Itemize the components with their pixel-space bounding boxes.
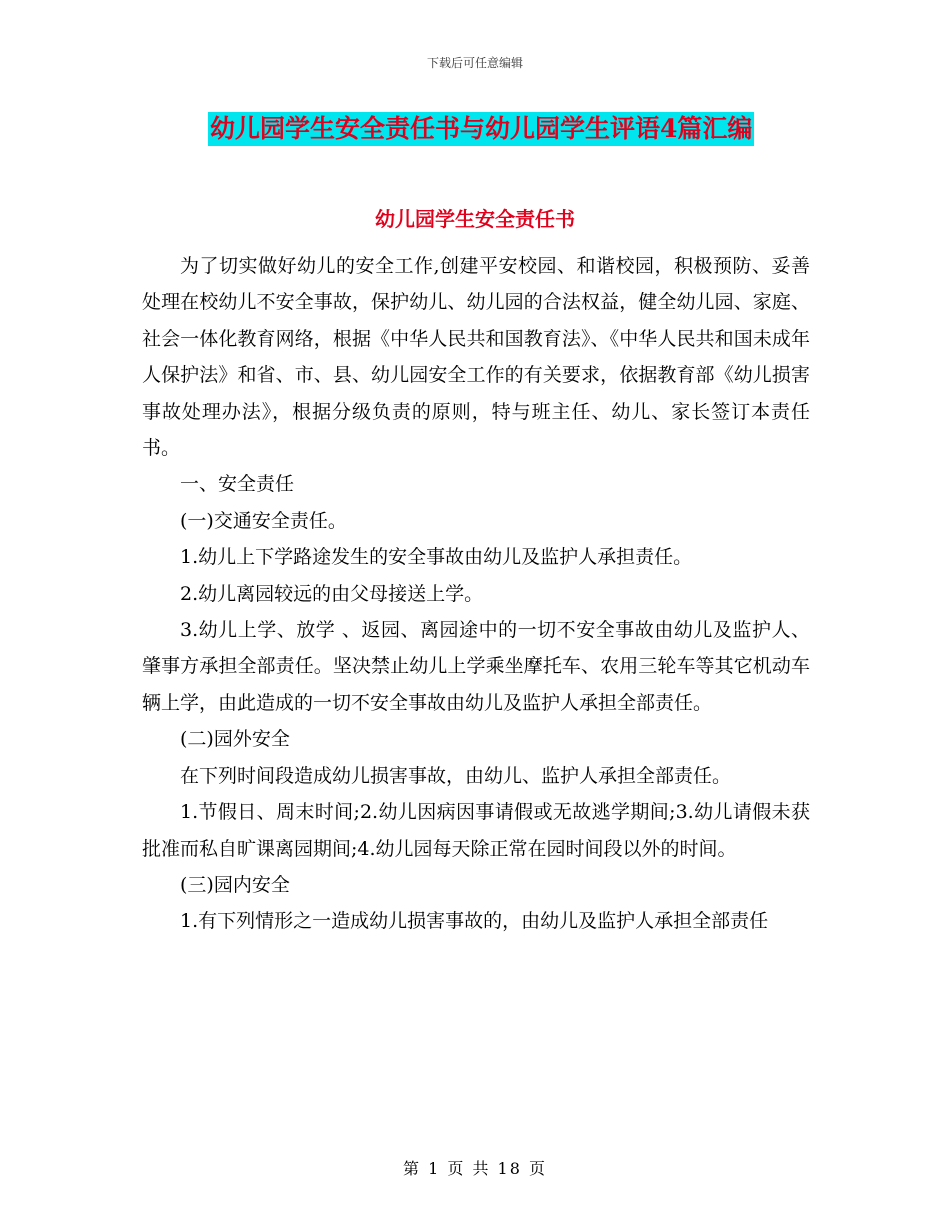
document-title: 幼儿园学生安全责任书与幼儿园学生评语4篇汇编 [208, 112, 754, 146]
section-title: 幼儿园学生安全责任书 [375, 207, 575, 231]
paragraph-traffic-1: 1.幼儿上下学路途发生的安全事故由幼儿及监护人承担责任。 [180, 546, 693, 569]
paragraph-outside-heading: (二)园外安全 [180, 728, 290, 751]
header-note: 下载后可任意编辑 [426, 56, 523, 70]
paragraph-inside-heading: (三)园内安全 [180, 873, 290, 896]
page-footer: 第 1 页 共 18 页 [403, 1159, 547, 1178]
body-text [142, 248, 810, 940]
paragraph-heading-safety: 一、安全责任 [180, 473, 295, 496]
paragraph-traffic-2: 2.幼儿离园较远的由父母接送上学。 [180, 582, 484, 605]
paragraph-traffic-heading: (一)交通安全责任。 [180, 509, 347, 532]
paragraph-inside-1: 1.有下列情形之一造成幼儿损害事故的，由幼儿及监护人承担全部责任 [180, 910, 769, 933]
paragraph-outside-list: 1.节假日、周末时间;2.幼儿因病因事请假或无故逃学期间;3.幼儿请假未获批准而私自旷课离园期间;4.幼儿园每天除正常在园时间段以外的时间。 [142, 801, 810, 860]
paragraph-outside-intro: 在下列时间段造成幼儿损害事故，由幼儿、监护人承担全部责任。 [180, 764, 732, 787]
paragraph-intro: 为了切实做好幼儿的安全工作,创建平安校园、和谐校园，积极预防、妥善处理在校幼儿不安全事故，保护幼儿、幼儿园的合法权益，健全幼儿园、家庭、社会一体化教育网络，根据《中华人民共和国教育法》、《中华人民共和国未成年人保护法》和省、市、县、幼儿园安全工作的有关要求，依据教育部《幼儿损害事故处理办法》，根据分级负责的原则，特与班主任、幼儿、家长签订本责任书。 [142, 255, 810, 460]
paragraph-traffic-3: 3.幼儿上学、放学 、返园、离园途中的一切不安全事故由幼儿及监护人、肇事方承担全部责任。坚决禁止幼儿上学乘坐摩托车、农用三轮车等其它机动车辆上学，由此造成的一切不安全事故由幼儿及监护人承担全部责任。 [142, 619, 810, 714]
